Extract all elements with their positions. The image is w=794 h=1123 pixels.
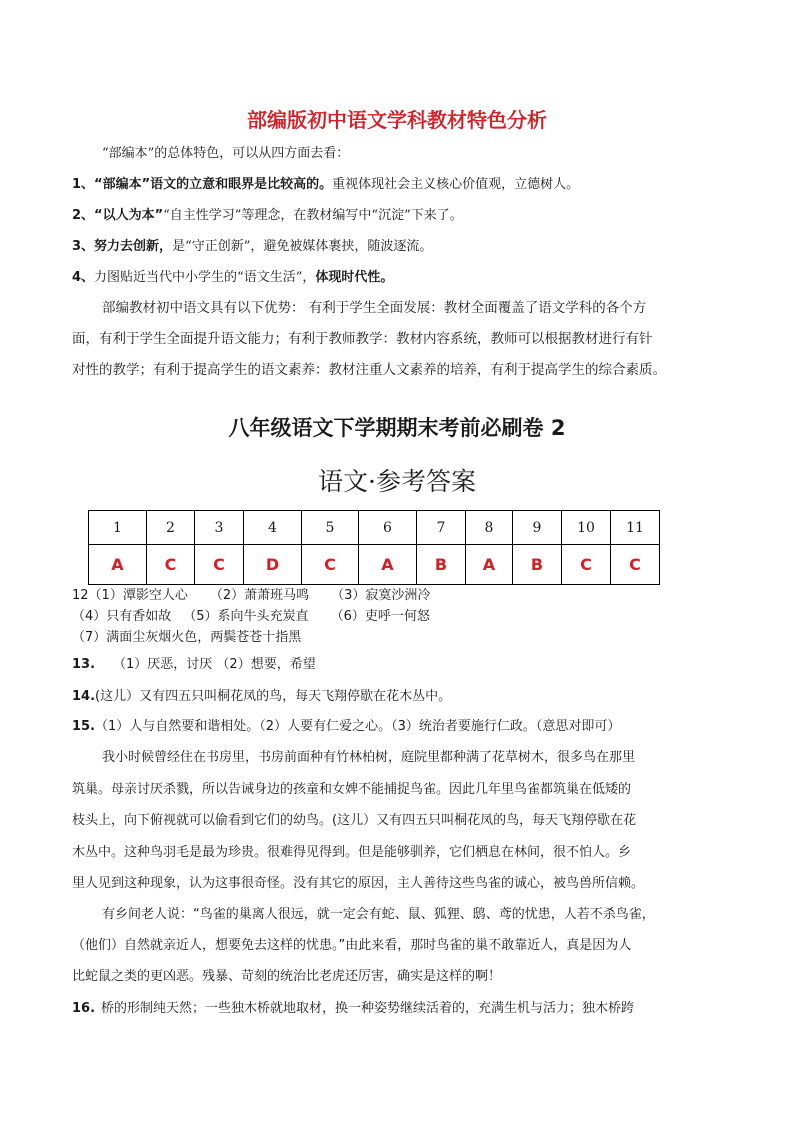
q15-translation-line: 筑巢。母亲讨厌杀戮，所以告诫身边的孩童和女婢不能捕捉鸟雀。因此几年里鸟雀都筑巢在低矮的 xyxy=(72,782,632,797)
q14-answer xyxy=(72,688,451,706)
q15-translation-line: 木丛中。这种鸟羽毛是最为珍贵。很难得见得到。但是能够驯养，它们栖息在林间，很不怕人。乡 xyxy=(72,845,632,860)
answer-number-cell: 11 xyxy=(611,511,660,545)
q15-translation-line: 枝头上，向下俯视就可以偷看到它们的幼鸟。(这儿）又有四五只叫桐花凤的鸟，每天飞翔停歇在花 xyxy=(72,813,637,828)
q12-item: （5）系向牛头充炭直 xyxy=(183,609,309,624)
q15-translation-line: 比蛇鼠之类的更凶恶。残暴、苛刻的统治比老虎还厉害，确实是这样的啊！ xyxy=(72,969,502,984)
point-number: 3、 xyxy=(72,239,95,254)
point-tail: 体现时代性。 xyxy=(315,270,394,285)
intro-lead: “部编本”的总体特色，可以从四方面去看： xyxy=(102,146,350,161)
answer-choice-cell: A xyxy=(466,545,513,585)
q12-line-2 xyxy=(72,608,430,626)
answer-choice-cell: B xyxy=(417,545,466,585)
answer-title: 语文·参考答案 xyxy=(318,467,476,496)
answer-choice-cell: C xyxy=(302,545,359,585)
answer-number-cell: 6 xyxy=(359,511,417,545)
intro-point-1 xyxy=(72,176,579,194)
q12-line-1 xyxy=(72,587,430,605)
answer-choice-cell: C xyxy=(195,545,244,585)
advantages-line-1: 部编教材初中语文具有以下优势： 有利于学生全面发展：教材全面覆盖了语文学科的各个方 xyxy=(102,300,647,316)
point-number: 1、 xyxy=(72,177,95,192)
advantages-line-2: 面，有利于学生全面提升语文能力；有利于教师教学：教材内容系统，教师可以根据教材进行有针 xyxy=(72,331,653,347)
answer-number-cell: 10 xyxy=(562,511,611,545)
q12-item: （2）萧萧班马鸣 xyxy=(209,588,310,603)
point-text: 重视体现社会主义核心价值观，立德树人。 xyxy=(332,177,580,192)
q14-number: 14. xyxy=(72,689,96,704)
q12-line-3: （7）满面尘灰烟火色，两鬓苍苍十指黑 xyxy=(72,630,302,645)
answer-number-row xyxy=(89,511,660,545)
q16-answer xyxy=(72,1000,634,1018)
point-bold: 努力去创新， xyxy=(94,239,173,254)
q16-text: 桥的形制纯天然；一些独木桥就地取材，换一种姿势继续活着的，充满生机与活力；独木桥跨 xyxy=(101,1001,635,1016)
answer-number-cell: 1 xyxy=(89,511,147,545)
q13-text: （1）厌恶，讨厌 （2）想要，希望 xyxy=(113,657,316,672)
q16-number: 16. xyxy=(72,1001,96,1016)
answer-choice-cell: C xyxy=(147,545,195,585)
q13-number: 13. xyxy=(72,657,96,672)
exam-title: 八年级语文下学期期末考前必刷卷 2 xyxy=(228,416,566,440)
point-bold: “以人为本” xyxy=(94,208,164,223)
answer-choice-cell: B xyxy=(513,545,562,585)
advantages-line-3: 对性的教学；有利于提高学生的语文素养：教材注重人文素养的培养，有利于提高学生的综合素质。 xyxy=(72,362,666,378)
q12-item: 12（1）潭影空人心 xyxy=(72,588,188,603)
point-bold: “部编本”语文的立意和眼界是比较高的。 xyxy=(94,177,333,192)
q15-number: 15. xyxy=(72,719,96,734)
answer-number-cell: 2 xyxy=(147,511,195,545)
intro-point-2 xyxy=(72,207,463,225)
q13-answer xyxy=(72,656,316,674)
q12-item: （4）只有香如故 xyxy=(72,609,172,624)
answer-number-cell: 9 xyxy=(513,511,562,545)
answer-number-cell: 5 xyxy=(302,511,359,545)
answer-number-cell: 4 xyxy=(244,511,302,545)
intro-title: 部编版初中语文学科教材特色分析 xyxy=(247,108,547,132)
q15-translation-line: （他们）自然就亲近人，想要免去这样的忧患。”由此来看，那时鸟雀的巢不敢靠近人，真是因为人 xyxy=(72,938,632,953)
answer-choice-cell: C xyxy=(562,545,611,585)
q15-translation-line: 有乡间老人说：“鸟雀的巢离人很远，就一定会有蛇、鼠、狐狸、鸱、鸢的忧患，人若不杀鸟雀， xyxy=(102,907,655,922)
answer-choice-cell: A xyxy=(89,545,147,585)
intro-point-4 xyxy=(72,269,393,287)
q15-text: （1）人与自然要和谐相处。（2）人要有仁爱之心。（3）统治者要施行仁政。（意思对即可） xyxy=(95,719,621,734)
point-text: 是“守正创新”，避免被媒体裹挟，随波逐流。 xyxy=(172,239,433,254)
q15-answer xyxy=(72,718,620,736)
answer-table xyxy=(88,510,660,585)
intro-point-3 xyxy=(72,238,432,256)
answer-choice-cell: D xyxy=(244,545,302,585)
q15-translation-line: 里人见到这种现象，认为这事很奇怪。没有其它的原因，主人善待这些鸟雀的诚心，被鸟兽所信赖。 xyxy=(72,876,645,891)
answer-choice-cell: A xyxy=(359,545,417,585)
answer-number-cell: 7 xyxy=(417,511,466,545)
q14-text: (这儿）又有四五只叫桐花凤的鸟，每天飞翔停歇在花木丛中。 xyxy=(95,689,452,704)
point-number: 4、 xyxy=(72,270,95,285)
q15-translation-line: 我小时候曾经住在书房里，书房前面种有竹林柏树，庭院里都种满了花草树木，很多鸟在那里 xyxy=(102,750,636,765)
q12-item: （3）寂寞沙洲冷 xyxy=(331,588,431,603)
answer-number-cell: 3 xyxy=(195,511,244,545)
point-text: “自主性学习”等理念，在教材编写中“沉淀”下来了。 xyxy=(163,208,463,223)
answer-choice-cell: C xyxy=(611,545,660,585)
point-number: 2、 xyxy=(72,208,95,223)
answer-choice-row xyxy=(89,545,660,585)
q12-item: （6）吏呼一何怒 xyxy=(330,609,430,624)
point-text: 力图贴近当代中小学生的“语文生活”， xyxy=(94,270,316,285)
answer-number-cell: 8 xyxy=(466,511,513,545)
